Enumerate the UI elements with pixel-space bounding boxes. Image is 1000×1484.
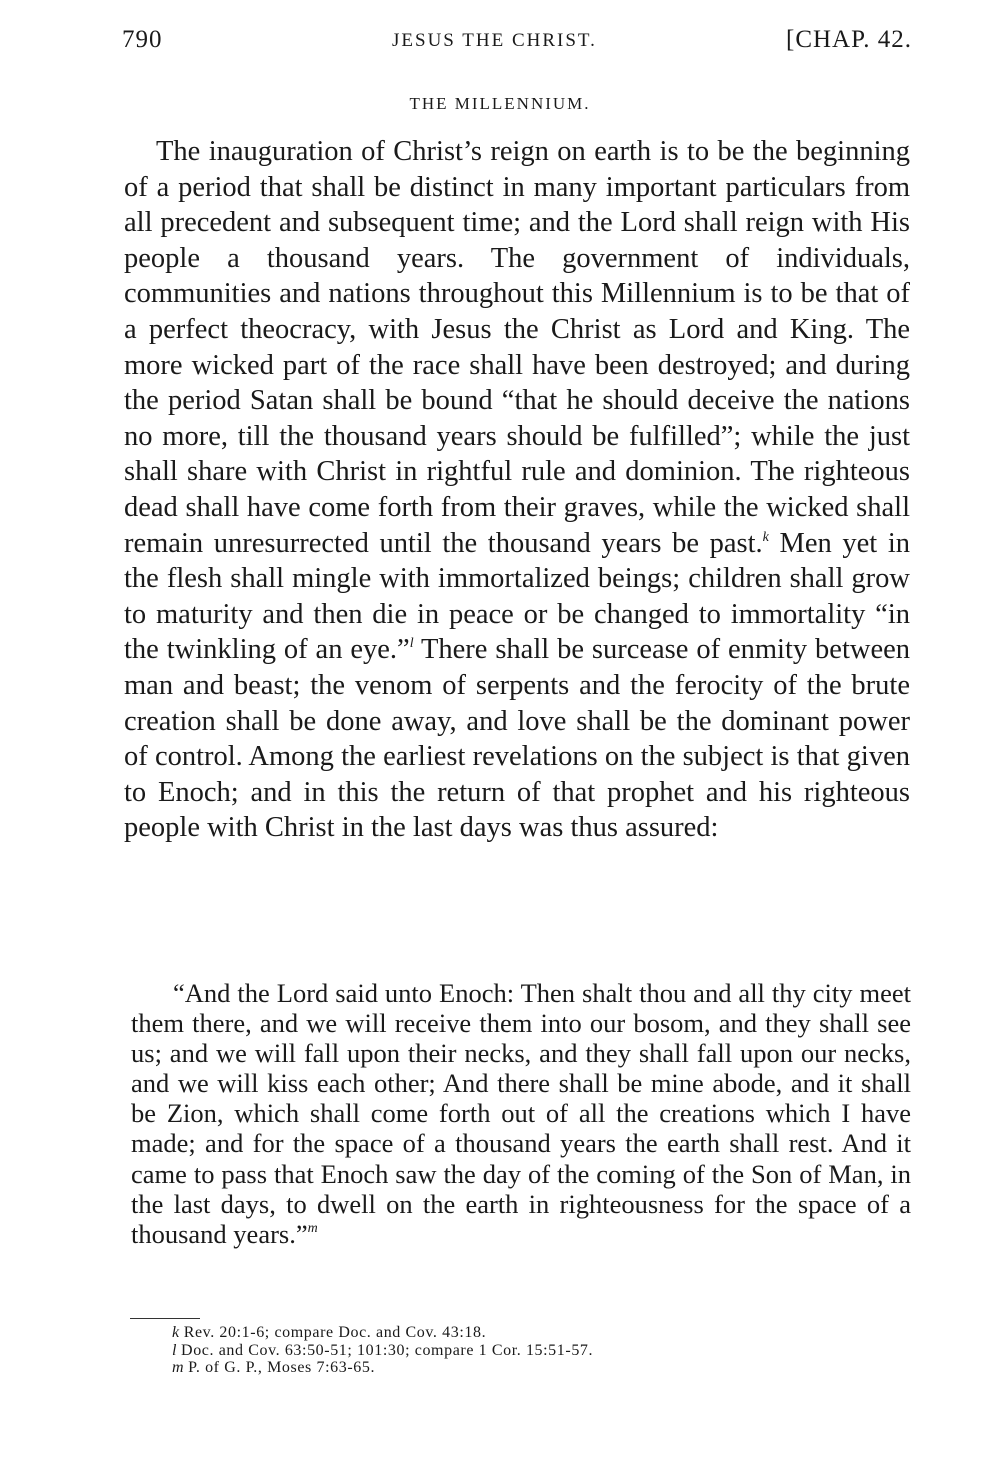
- footnote-mark: l: [172, 1341, 178, 1359]
- footnote-mark: k: [172, 1324, 180, 1341]
- footnotes: [172, 1324, 872, 1377]
- paragraph-text-2: Men yet in the flesh shall mingle with immortalized beings; children shall grow to maturity and then die in peace or be changed to immortality “in the twinkling of an eye.”: [124, 527, 910, 666]
- quotation-text: “And the Lord said unto Enoch: Then shalt thou and all thy city meet them there, and we will receive them into our bosom, and they shall see us; and we will fall upon their necks, and they shall fall upon our necks, and we will kiss each other; And there shall be mine abode, and it shall be Zion, which shall come forth out of all the creations which I have made; and for the space of a thousand years the earth shall rest. And it came to pass that Enoch saw the day of the coming of the Son of Man, in the last days, to dwell on the earth in righteousness for the space of a thousand years.”: [131, 978, 911, 1249]
- footnote-mark: m: [172, 1359, 185, 1376]
- footnote-divider: [130, 1318, 200, 1319]
- footnote-ref-l: l: [409, 636, 414, 652]
- book-title: JESUS THE CHRIST.: [392, 30, 597, 51]
- footnote-ref-m: m: [307, 1220, 318, 1236]
- body-paragraph: [124, 134, 910, 846]
- footnote-k: [172, 1324, 872, 1342]
- paragraph-text-3: There shall be surcease of enmity between man and beast; the venom of serpents and the ferocity of the brute creation shall be done away, and love shall be the dominant power of control. Among the earliest revelations on the subject is that given to Enoch; and in this the return of that prophet and his righteous people with Christ in the last days was thus assured:: [124, 634, 910, 844]
- page-number: 790: [122, 26, 163, 53]
- running-head: [122, 26, 912, 60]
- paragraph-text-1: The inauguration of Christ’s reign on earth is to be the beginning of a period that shall be distinct in many important particulars from all precedent and subsequent time; and the Lord shall reign with His people a thousand years. The government of individuals, communities and nations throughout this Millennium is to be that of a perfect theocracy, with Jesus the Christ as Lord and King. The more wicked part of the race shall have been destroyed; and during the period Satan shall be bound “that he should deceive the nations no more, till the thousand years should be fulfilled”; while the just shall share with Christ in rightful rule and dominion. The righteous dead shall have come forth from their graves, while the wicked shall remain unresurrected until the thousand years be past.: [124, 136, 910, 559]
- footnote-text: Doc. and Cov. 63:50-51; 101:30; compare 1 Cor. 15:51-57.: [181, 1341, 594, 1359]
- chapter-reference: [CHAP. 42.: [786, 26, 912, 53]
- footnote-ref-k: k: [762, 529, 769, 545]
- footnote-l: [172, 1342, 872, 1360]
- footnote-m: [172, 1359, 872, 1377]
- section-heading: THE MILLENNIUM.: [409, 94, 591, 113]
- block-quotation: [131, 978, 911, 1249]
- footnote-text: P. of G. P., Moses 7:63-65.: [188, 1359, 376, 1376]
- footnote-text: Rev. 20:1-6; compare Doc. and Cov. 43:18.: [183, 1324, 487, 1341]
